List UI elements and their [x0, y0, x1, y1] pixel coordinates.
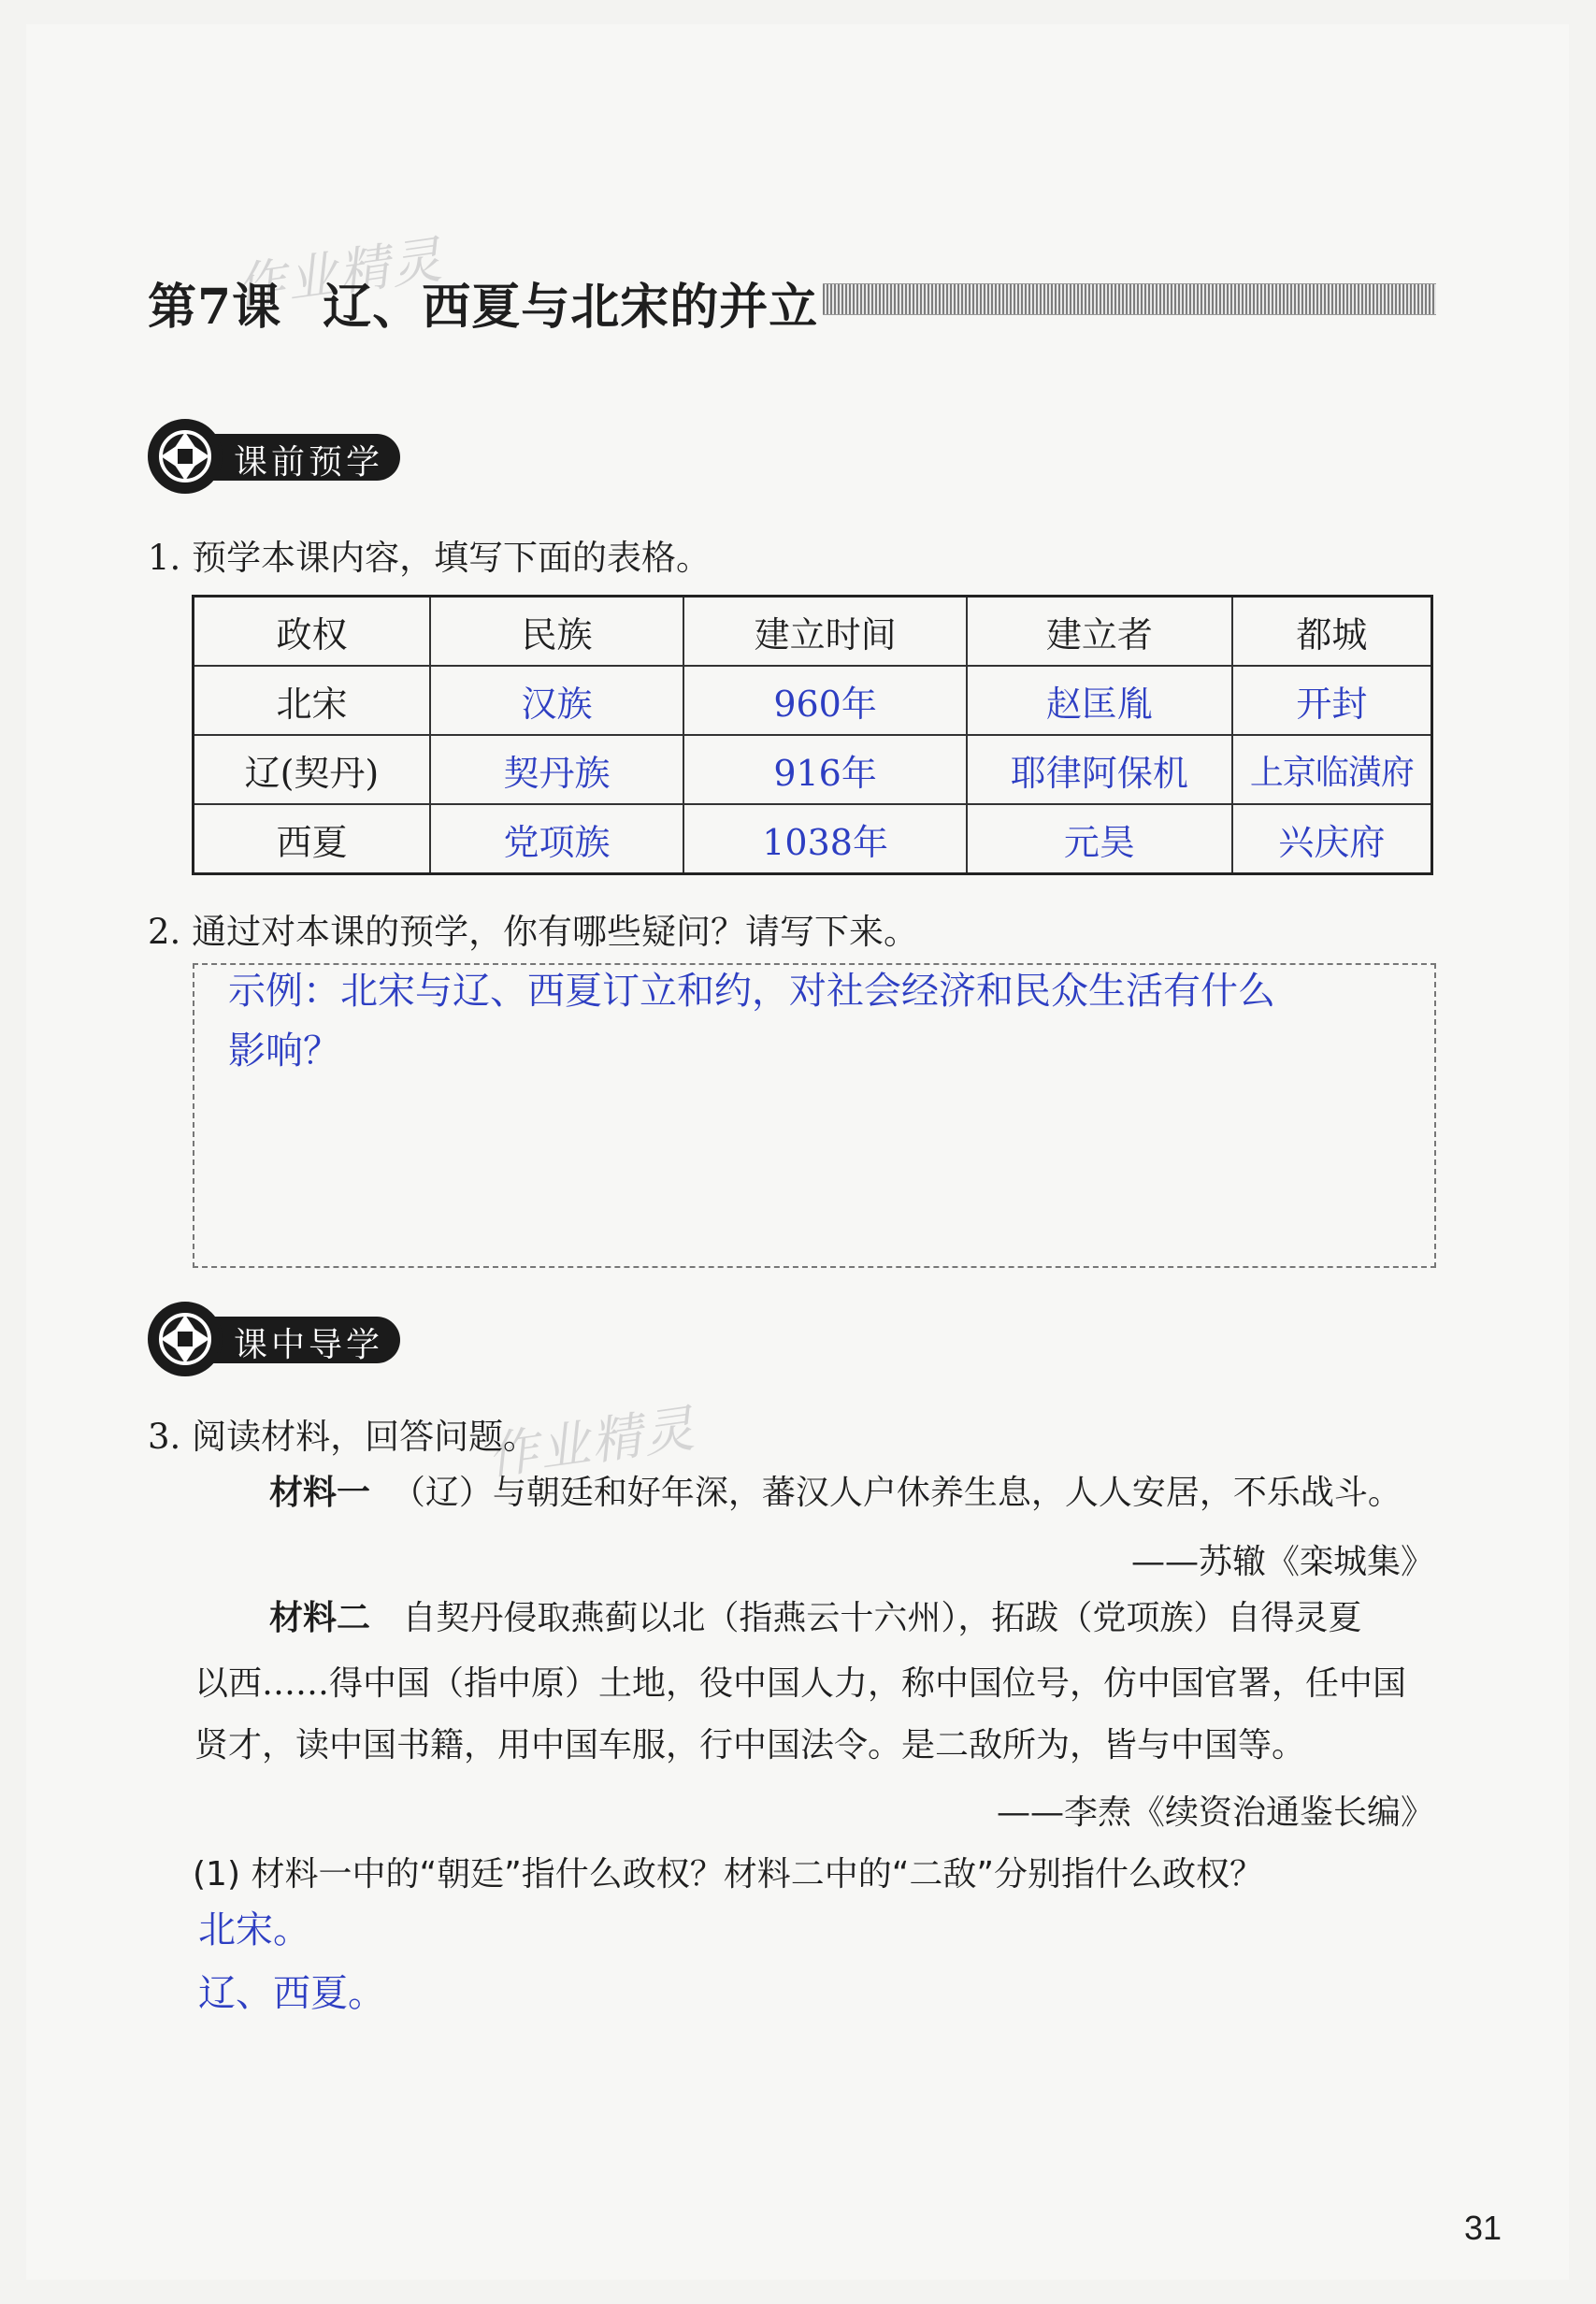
- section-badge-pre: [148, 419, 419, 494]
- cell-regime: 辽(契丹): [194, 735, 430, 804]
- cell-regime: 西夏: [194, 804, 430, 874]
- question-2-prompt: 2. 通过对本课的预学，你有哪些疑问？请写下来。: [148, 912, 919, 952]
- question-3-prompt: 3. 阅读材料，回答问题。: [148, 1417, 539, 1457]
- material-text: 以西……得中国（指中原）土地，役中国人力，称中国位号，仿中国官署，任中国: [194, 1664, 1407, 1703]
- section-label: 课中导学: [234, 1326, 384, 1364]
- header-capital: 都城: [1232, 597, 1432, 667]
- lesson-topic: 辽、西夏与北宋的并立: [323, 279, 819, 336]
- answer-line: 示例：北宋与辽、西夏订立和约，对社会经济和民众生活有什么: [228, 970, 1275, 1013]
- aperture-icon: [155, 426, 215, 486]
- lesson-title: [148, 267, 818, 338]
- material-1: [269, 1461, 1402, 1526]
- header-founder: 建立者: [967, 597, 1231, 667]
- section-label: 课前预学: [234, 443, 384, 482]
- table-row: [194, 735, 1432, 804]
- cell-ethnicity: 党项族: [430, 804, 683, 874]
- cell-founder: 元昊: [967, 804, 1231, 874]
- material-source: ——李焘《续资治通鉴长编》: [996, 1793, 1434, 1832]
- regime-table: [192, 595, 1433, 875]
- material-label: 材料二: [269, 1599, 371, 1637]
- answer-line: 辽、西夏。: [198, 1972, 385, 2015]
- table-row: [194, 666, 1432, 735]
- answer-line: 北宋。: [198, 1908, 310, 1951]
- question-1-prompt: 1. 预学本课内容，填写下面的表格。: [148, 538, 712, 578]
- header-ethnicity: 民族: [430, 597, 683, 667]
- material-text: 自契丹侵取燕蓟以北（指燕云十六州），拓跋（党项族）自得灵夏: [402, 1599, 1362, 1637]
- table-header-row: [194, 597, 1432, 667]
- header-year: 建立时间: [683, 597, 967, 667]
- answer-line: 影响？: [228, 1030, 340, 1073]
- title-decorative-stripe: [823, 283, 1436, 315]
- cell-capital: 兴庆府: [1232, 804, 1432, 874]
- cell-year: 916年: [683, 735, 967, 804]
- cell-year: 1038年: [683, 804, 967, 874]
- material-source: ——苏辙《栾城集》: [1130, 1543, 1434, 1581]
- cell-ethnicity: 契丹族: [430, 735, 683, 804]
- cell-year: 960年: [683, 666, 967, 735]
- table-row: [194, 804, 1432, 874]
- material-label: 材料一: [269, 1474, 371, 1512]
- cell-regime: 北宋: [194, 666, 430, 735]
- cell-capital: 开封: [1232, 666, 1432, 735]
- header-regime: 政权: [194, 597, 430, 667]
- section-badge-mid: [148, 1302, 419, 1376]
- material-text: 贤才，读中国书籍，用中国车服，行中国法令。是二敌所为，皆与中国等。: [194, 1726, 1306, 1764]
- material-2: [269, 1586, 1361, 1651]
- aperture-icon: [155, 1309, 215, 1369]
- cell-capital: 上京临潢府: [1232, 735, 1432, 804]
- watermark: 作业精灵: [231, 229, 447, 318]
- cell-founder: 赵匡胤: [967, 666, 1231, 735]
- cell-ethnicity: 汉族: [430, 666, 683, 735]
- page-number: 31: [1464, 2209, 1503, 2247]
- material-text: （辽）与朝廷和好年深，蕃汉人户休养生息，人人安居，不乐战斗。: [391, 1474, 1402, 1512]
- watermark: 作业精灵: [483, 1398, 699, 1487]
- cell-founder: 耶律阿保机: [967, 735, 1231, 804]
- sub-question-1: (1) 材料一中的“朝廷”指什么政权？材料二中的“二敌”分别指什么政权？: [193, 1855, 1264, 1894]
- lesson-number: 第7课: [148, 279, 282, 336]
